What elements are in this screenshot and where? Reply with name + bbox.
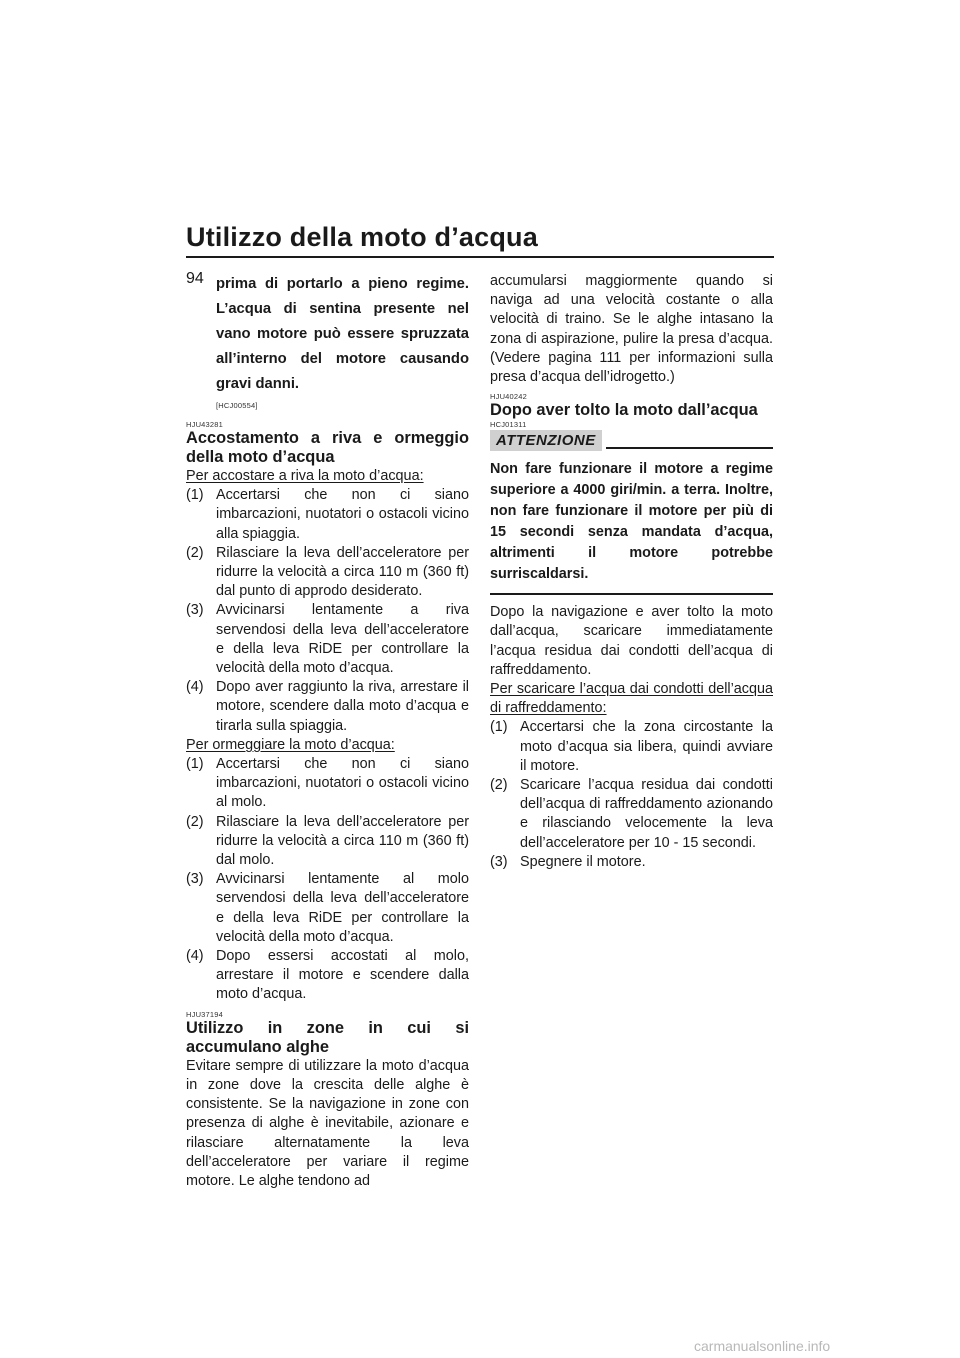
step-text: Dopo aver raggiunto la riva, arrestare il motore, scendere dalla moto d’acqua e tirarla sulla spiaggia.	[216, 679, 469, 734]
section-code: HJU40242	[490, 392, 528, 402]
step-number: (1)	[186, 756, 204, 773]
list-item	[490, 718, 773, 776]
left-column	[186, 272, 469, 1191]
step-number: (1)	[186, 487, 204, 504]
step-number: (1)	[490, 719, 508, 736]
steps-accostare	[186, 486, 469, 736]
attention-bottom-rule	[490, 593, 773, 595]
body-text-alghe: Evitare sempre di utilizzare la moto d’acqua in zone dove la crescita delle alghe è consistente. Se la navigazione in zone con presenza di alghe è inevitabile, azionare e rilasciare alternatamente la leva dell’acceleratore per variare il regime motore. Le alghe tendono ad	[186, 1057, 469, 1189]
page-title: Utilizzo della moto d’acqua	[186, 222, 538, 252]
step-text: Spegnere il motore.	[520, 853, 646, 870]
list-item	[186, 947, 469, 1005]
step-text: Accertarsi che la zona circostante la moto d’acqua sia libera, quindi avviare il motore.	[520, 719, 773, 774]
subheading-scaricare: Per scaricare l’acqua dai condotti dell’acqua di raffreddamento:	[490, 681, 773, 717]
subheading-accostare: Per accostare a riva la moto d’acqua:	[186, 468, 424, 484]
right-column	[490, 272, 773, 872]
section-title-accostamento: Accostamento a riva e ormeggio della moto d’acqua	[186, 429, 469, 466]
steps-ormeggiare	[186, 755, 469, 1005]
step-number: (3)	[490, 853, 508, 870]
watermark: carmanualsonline.info	[694, 1338, 831, 1354]
step-text: Avvicinarsi lentamente al molo servendosi della leva dell’acceleratore e della leva RiDE per controllare la velocità della moto d’acqua.	[216, 871, 469, 945]
warning-code: [HCJ00554]	[216, 401, 258, 410]
header-rule	[186, 256, 774, 258]
step-number: (2)	[490, 777, 508, 794]
section-title-dopo: Dopo aver tolto la moto dall’acqua	[490, 401, 758, 420]
warning-continuation: prima di portarlo a pieno regime. L’acqua di sentina presente nel vano motore può essere spruzzata all’interno del motore causando gravi danni.	[216, 276, 469, 392]
step-number: (3)	[186, 871, 204, 888]
step-text: Avvicinarsi lentamente a riva servendosi della leva dell’acceleratore e della leva RiDE per controllare la velocità della moto d’acqua.	[216, 602, 469, 677]
step-text: Accertarsi che non ci siano imbarcazioni, nuotatori o ostacoli vicino alla spiaggia.	[216, 487, 469, 542]
step-text: Rilasciare la leva dell’acceleratore per ridurre la velocità a circa 110 m (360 ft) dal punto di approdo desiderato.	[216, 544, 469, 600]
step-number: (4)	[186, 948, 204, 965]
attention-badge: ATTENZIONE	[490, 430, 602, 451]
subheading-ormeggiare: Per ormeggiare la moto d’acqua:	[186, 736, 395, 753]
attention-rule	[606, 447, 773, 449]
attention-text: Non fare funzionare il motore a regime superiore a 4000 giri/min. a terra. Inoltre, non fare funzionare il motore per più di 15 secondi senza mandata d’acqua, altrimenti il motore potrebbe surriscaldarsi.	[490, 461, 773, 583]
body-text-dopo: Dopo la navigazione e aver tolto la moto dall’acqua, scaricare immediatamente l’acqua residua dai condotti dell’acqua di raffreddamento.	[490, 604, 773, 678]
steps-scaricare	[490, 718, 773, 872]
attention-code: HCJ01311	[490, 420, 527, 430]
step-number: (2)	[186, 544, 204, 561]
list-item	[186, 486, 469, 544]
list-item	[490, 853, 773, 872]
list-item	[186, 544, 469, 602]
step-number: (4)	[186, 679, 204, 696]
step-text: Accertarsi che non ci siano imbarcazioni, nuotatori o ostacoli vicino al molo.	[216, 756, 469, 811]
body-text-continuation: accumularsi maggiormente quando si naviga ad una velocità costante o alla velocità di traino. Se le alghe intasano la zona di aspirazione, pulire la presa d’acqua. (Vedere pagina 111 per informazioni sulla presa d’acqua dell’idrogetto.)	[490, 273, 773, 386]
attention-header	[490, 430, 773, 451]
list-item	[186, 601, 469, 678]
step-number: (2)	[186, 813, 204, 830]
page-number: 94	[186, 270, 204, 287]
list-item	[186, 870, 469, 947]
section-code: HJU43281	[186, 420, 224, 429]
step-text: Dopo essersi accostati al molo, arrestare il motore e scendere dalla moto d’acqua.	[216, 948, 469, 1003]
list-item	[186, 755, 469, 813]
list-item	[186, 813, 469, 871]
step-number: (3)	[186, 602, 204, 619]
section-code: HJU37194	[186, 1009, 224, 1019]
list-item	[490, 776, 773, 853]
section-title-alghe: Utilizzo in zone in cui si accumulano alghe	[186, 1018, 469, 1056]
step-text: Rilasciare la leva dell’acceleratore per ridurre la velocità a circa 110 m (360 ft) dal molo.	[216, 813, 469, 869]
list-item	[186, 678, 469, 736]
step-text: Scaricare l’acqua residua dai condotti dell’acqua di raffreddamento azionando e rilasciando velocemente la leva dell’acceleratore per 10 - 15 secondi.	[520, 777, 773, 851]
